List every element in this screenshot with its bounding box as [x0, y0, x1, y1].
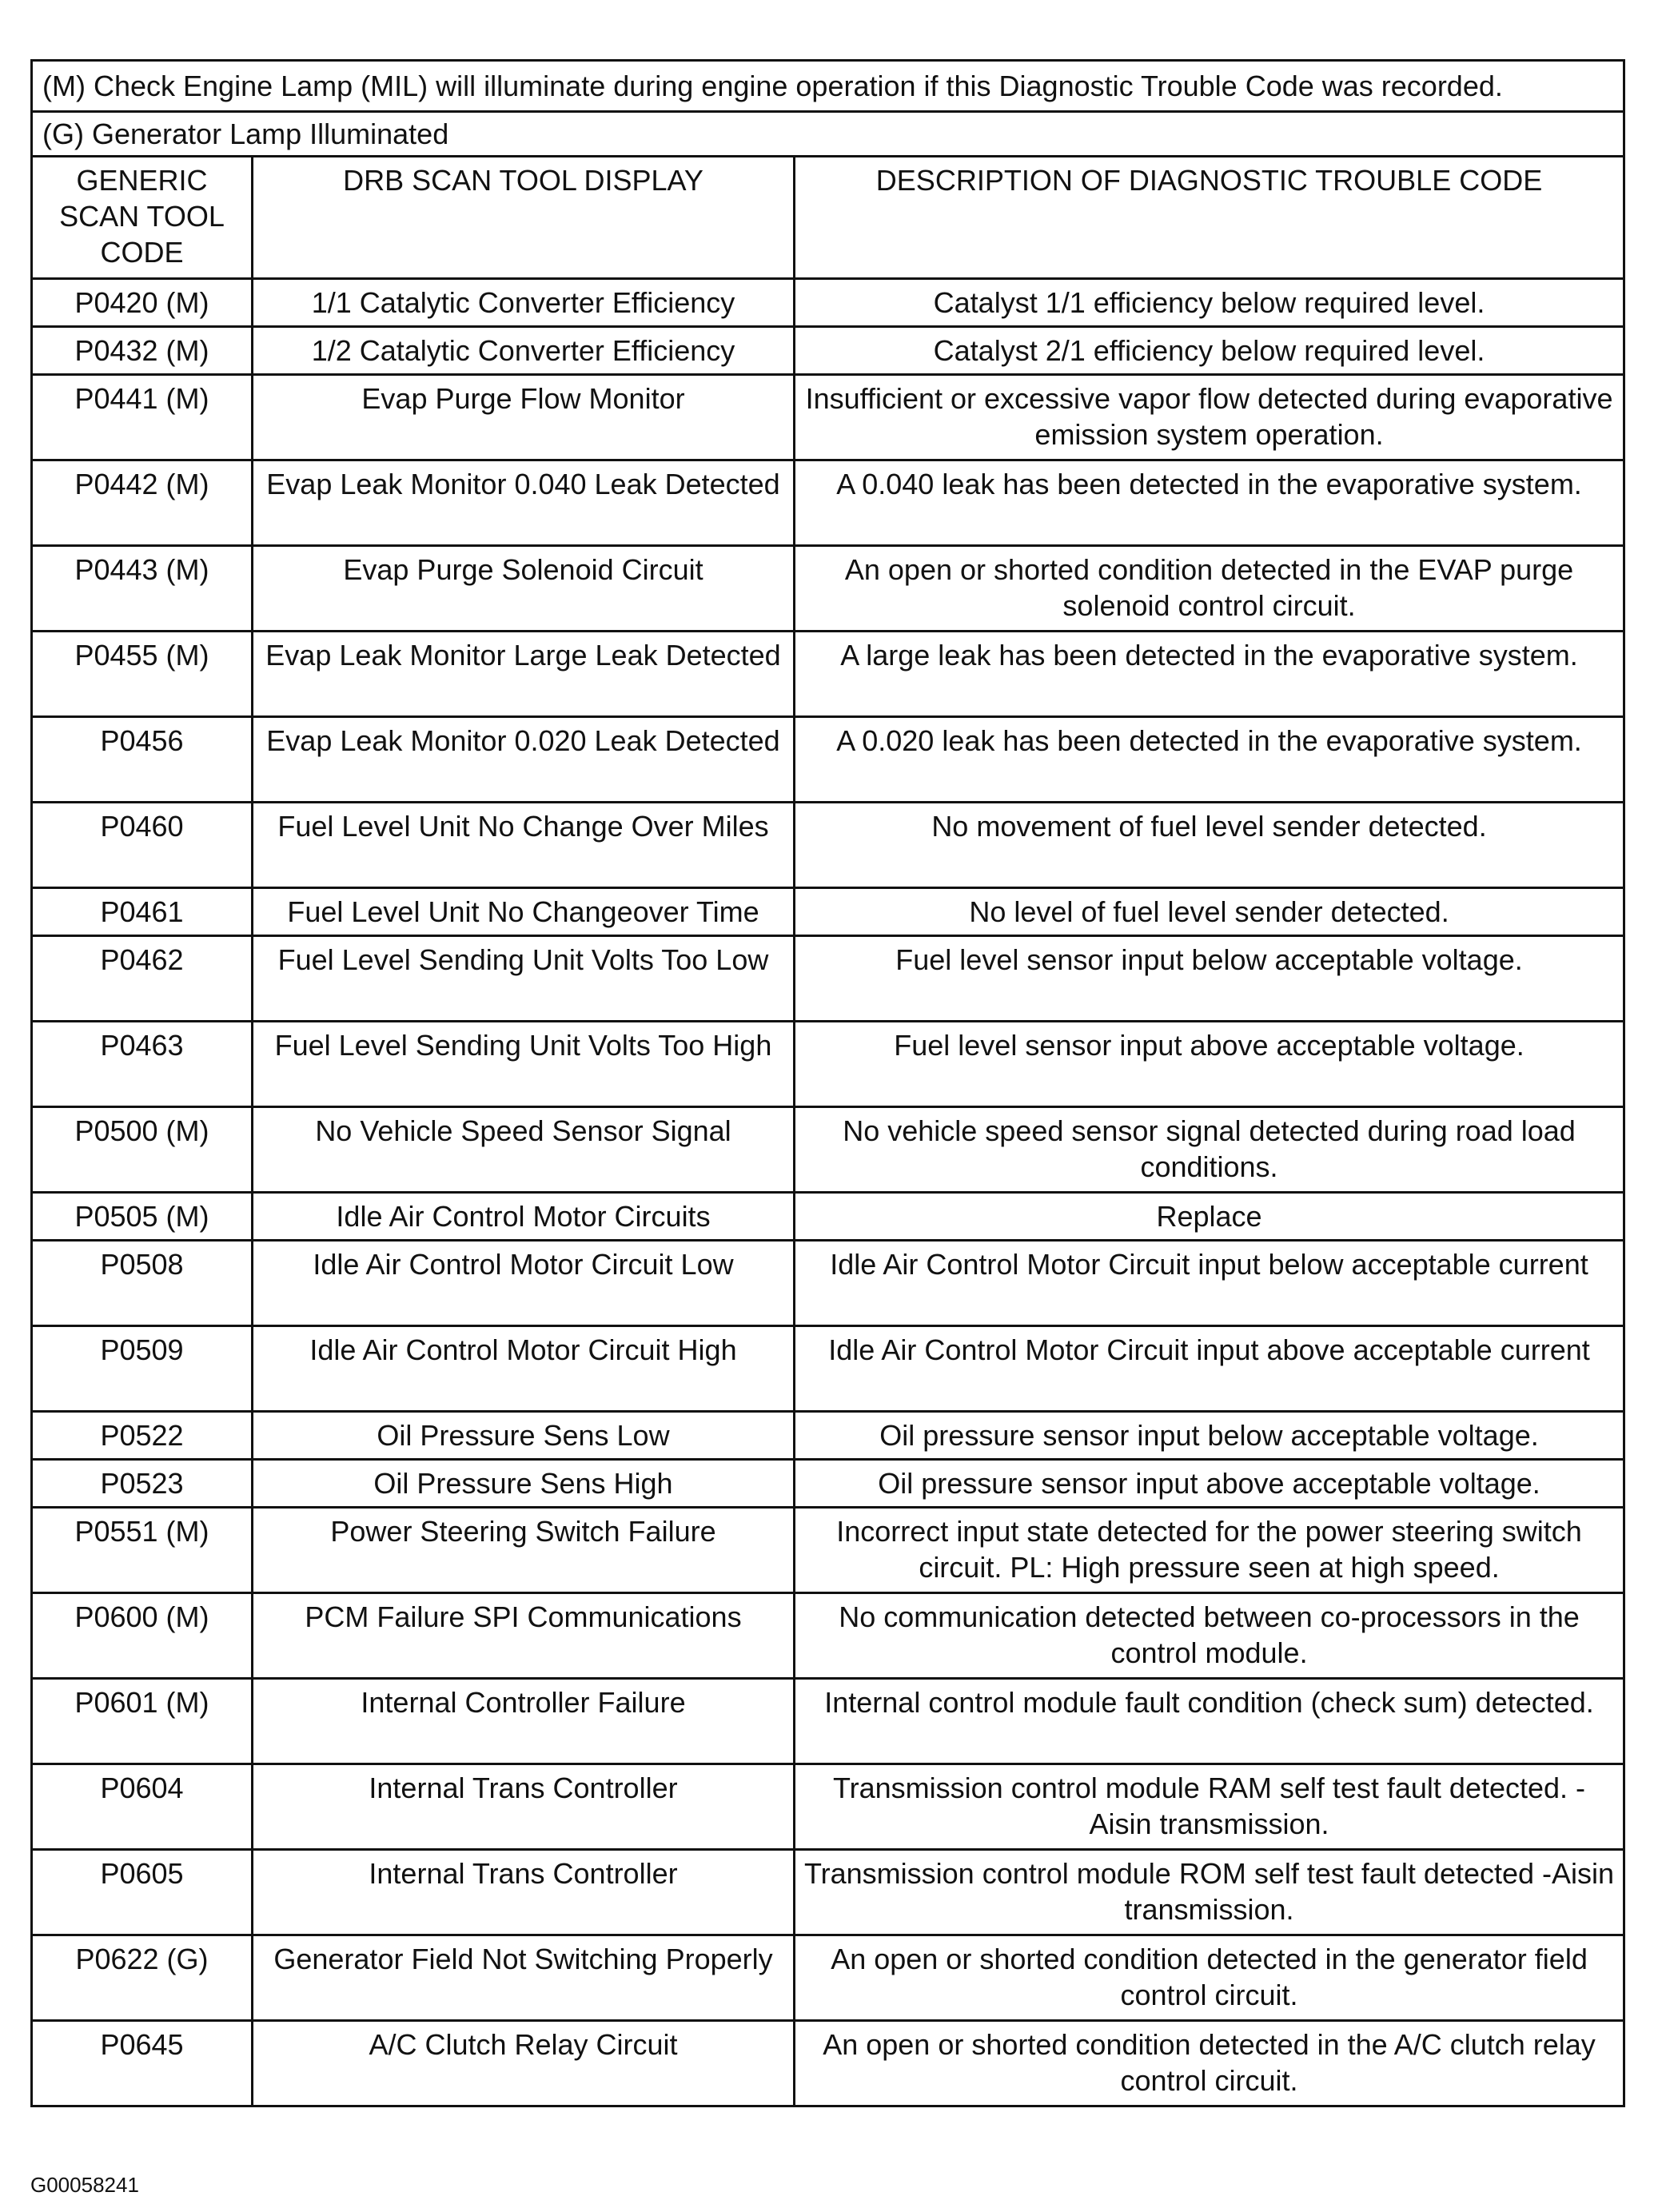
code-description: Replace [795, 1193, 1624, 1241]
header-description: DESCRIPTION OF DIAGNOSTIC TROUBLE CODE [795, 157, 1624, 279]
scan-tool-display: Evap Purge Solenoid Circuit [253, 546, 795, 632]
scan-tool-display: PCM Failure SPI Communications [253, 1593, 795, 1679]
code-description: No communication detected between co-processors in the control module. [795, 1593, 1624, 1679]
dtc-code: P0522 [32, 1412, 253, 1460]
scan-tool-display: Evap Leak Monitor 0.040 Leak Detected [253, 460, 795, 546]
table-row [32, 1022, 1624, 1107]
header-display: DRB SCAN TOOL DISPLAY [253, 157, 795, 279]
table-row [32, 803, 1624, 888]
header-code: GENERIC SCAN TOOL CODE [32, 157, 253, 279]
table-row [32, 936, 1624, 1022]
table-row [32, 1764, 1624, 1850]
table-row [32, 1460, 1624, 1508]
dtc-code: P0551 (M) [32, 1508, 253, 1593]
dtc-code: P0605 [32, 1850, 253, 1935]
dtc-code: P0432 (M) [32, 327, 253, 375]
code-description: Fuel level sensor input above acceptable voltage. [795, 1022, 1624, 1107]
code-description: An open or shorted condition detected in the EVAP purge solenoid control circuit. [795, 546, 1624, 632]
header-row [32, 157, 1624, 279]
dtc-code: P0455 (M) [32, 632, 253, 717]
dtc-code: P0442 (M) [32, 460, 253, 546]
scan-tool-display: Internal Trans Controller [253, 1850, 795, 1935]
table-row [32, 546, 1624, 632]
scan-tool-display: No Vehicle Speed Sensor Signal [253, 1107, 795, 1193]
dtc-code: P0508 [32, 1241, 253, 1326]
table-row [32, 1193, 1624, 1241]
code-description: Oil pressure sensor input below acceptable voltage. [795, 1412, 1624, 1460]
code-description: A large leak has been detected in the evaporative system. [795, 632, 1624, 717]
table-row [32, 279, 1624, 327]
table-row [32, 888, 1624, 936]
code-description: Idle Air Control Motor Circuit input above acceptable current [795, 1326, 1624, 1412]
table-row [32, 632, 1624, 717]
code-description: Transmission control module ROM self test fault detected -Aisin transmission. [795, 1850, 1624, 1935]
dtc-table [30, 59, 1625, 2107]
scan-tool-display: Fuel Level Unit No Change Over Miles [253, 803, 795, 888]
dtc-code: P0601 (M) [32, 1679, 253, 1764]
table-row [32, 460, 1624, 546]
table-row [32, 1241, 1624, 1326]
table-row [32, 1326, 1624, 1412]
code-description: A 0.020 leak has been detected in the evaporative system. [795, 717, 1624, 803]
scan-tool-display: 1/1 Catalytic Converter Efficiency [253, 279, 795, 327]
scan-tool-display: Fuel Level Unit No Changeover Time [253, 888, 795, 936]
code-description: Catalyst 2/1 efficiency below required level. [795, 327, 1624, 375]
dtc-code: P0462 [32, 936, 253, 1022]
dtc-code: P0505 (M) [32, 1193, 253, 1241]
table-row [32, 375, 1624, 460]
scan-tool-display: Evap Leak Monitor 0.020 Leak Detected [253, 717, 795, 803]
table-row [32, 717, 1624, 803]
dtc-code: P0420 (M) [32, 279, 253, 327]
dtc-code: P0600 (M) [32, 1593, 253, 1679]
scan-tool-display: Oil Pressure Sens High [253, 1460, 795, 1508]
dtc-code: P0509 [32, 1326, 253, 1412]
scan-tool-display: Oil Pressure Sens Low [253, 1412, 795, 1460]
generator-note: (G) Generator Lamp Illuminated [32, 112, 1624, 157]
table-row [32, 1508, 1624, 1593]
scan-tool-display: Idle Air Control Motor Circuits [253, 1193, 795, 1241]
scan-tool-display: Evap Leak Monitor Large Leak Detected [253, 632, 795, 717]
code-description: Oil pressure sensor input above acceptable voltage. [795, 1460, 1624, 1508]
code-description: Catalyst 1/1 efficiency below required level. [795, 279, 1624, 327]
code-description: An open or shorted condition detected in the A/C clutch relay control circuit. [795, 2021, 1624, 2106]
scan-tool-display: Internal Trans Controller [253, 1764, 795, 1850]
generator-note-row [32, 112, 1624, 157]
code-description: A 0.040 leak has been detected in the evaporative system. [795, 460, 1624, 546]
mil-note-row [32, 61, 1624, 112]
dtc-code: P0622 (G) [32, 1935, 253, 2021]
scan-tool-display: Evap Purge Flow Monitor [253, 375, 795, 460]
table-row [32, 1107, 1624, 1193]
dtc-code: P0645 [32, 2021, 253, 2106]
dtc-code: P0460 [32, 803, 253, 888]
dtc-code: P0604 [32, 1764, 253, 1850]
scan-tool-display: A/C Clutch Relay Circuit [253, 2021, 795, 2106]
scan-tool-display: Idle Air Control Motor Circuit Low [253, 1241, 795, 1326]
scan-tool-display: 1/2 Catalytic Converter Efficiency [253, 327, 795, 375]
code-description: Insufficient or excessive vapor flow detected during evaporative emission system operation. [795, 375, 1624, 460]
dtc-code: P0443 (M) [32, 546, 253, 632]
dtc-code: P0500 (M) [32, 1107, 253, 1193]
scan-tool-display: Generator Field Not Switching Properly [253, 1935, 795, 2021]
scan-tool-display: Power Steering Switch Failure [253, 1508, 795, 1593]
scan-tool-display: Internal Controller Failure [253, 1679, 795, 1764]
table-row [32, 327, 1624, 375]
table-row [32, 1412, 1624, 1460]
scan-tool-display: Fuel Level Sending Unit Volts Too Low [253, 936, 795, 1022]
dtc-code: P0463 [32, 1022, 253, 1107]
table-row [32, 1850, 1624, 1935]
mil-note: (M) Check Engine Lamp (MIL) will illuminate during engine operation if this Diagnostic Trouble Code was recorded. [32, 61, 1624, 112]
table-row [32, 1593, 1624, 1679]
code-description: Internal control module fault condition (check sum) detected. [795, 1679, 1624, 1764]
scan-tool-display: Fuel Level Sending Unit Volts Too High [253, 1022, 795, 1107]
dtc-code: P0523 [32, 1460, 253, 1508]
code-description: Incorrect input state detected for the power steering switch circuit. PL: High pressure seen at high speed. [795, 1508, 1624, 1593]
table-row [32, 1935, 1624, 2021]
code-description: Transmission control module RAM self test fault detected. -Aisin transmission. [795, 1764, 1624, 1850]
code-description: No vehicle speed sensor signal detected during road load conditions. [795, 1107, 1624, 1193]
dtc-code: P0441 (M) [32, 375, 253, 460]
figure-id: G00058241 [30, 2173, 139, 2197]
table-row [32, 2021, 1624, 2106]
dtc-code: P0456 [32, 717, 253, 803]
code-description: No movement of fuel level sender detected. [795, 803, 1624, 888]
scan-tool-display: Idle Air Control Motor Circuit High [253, 1326, 795, 1412]
code-description: No level of fuel level sender detected. [795, 888, 1624, 936]
code-description: Idle Air Control Motor Circuit input below acceptable current [795, 1241, 1624, 1326]
dtc-code: P0461 [32, 888, 253, 936]
table-row [32, 1679, 1624, 1764]
code-description: Fuel level sensor input below acceptable voltage. [795, 936, 1624, 1022]
code-description: An open or shorted condition detected in the generator field control circuit. [795, 1935, 1624, 2021]
